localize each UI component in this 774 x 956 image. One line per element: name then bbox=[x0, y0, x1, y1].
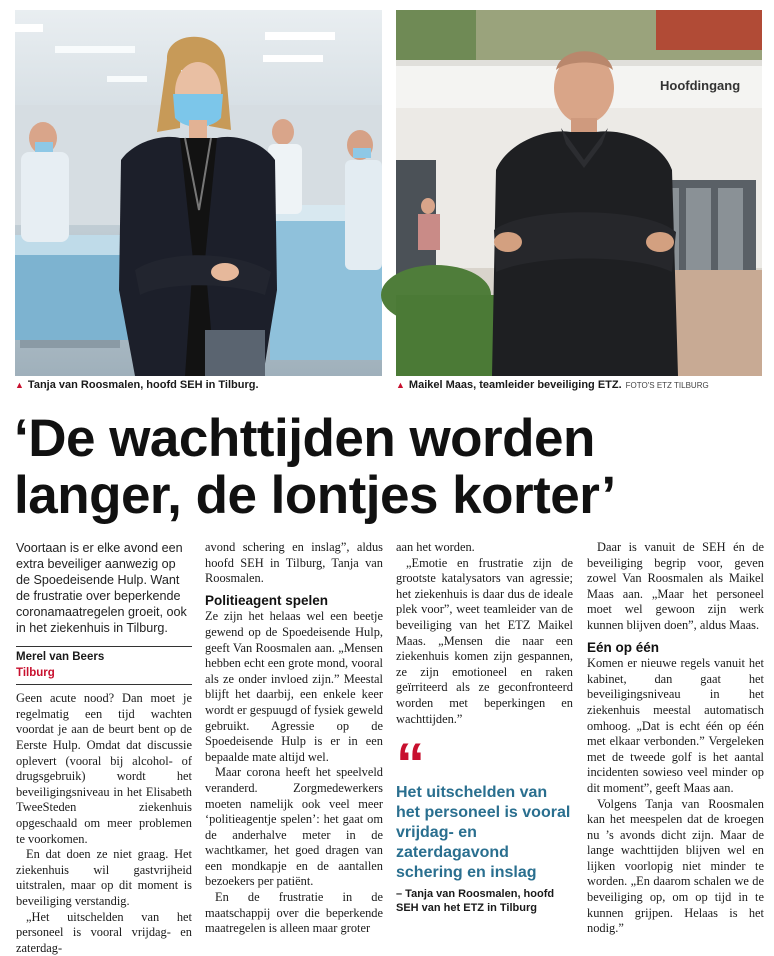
byline bbox=[16, 646, 192, 685]
triangle-icon: ▲ bbox=[15, 380, 24, 390]
paragraph: Komen er nieuwe regels vanuit het kabinet, dan gaat het beveiligingsniveau in het ziekenhuis meestal automatisch omhoog. „Dat is echt één op één met elkaar verbonden.” Vergeleken met de tweede golf is het aantal incidenten sowieso veel minder op dit moment”, geeft Maas aan. bbox=[587, 656, 764, 796]
pull-quote-source: – Tanja van Roosmalen, hoofd SEH van het ETZ in Tilburg bbox=[396, 887, 573, 915]
caption-left bbox=[15, 379, 259, 391]
column-4 bbox=[587, 540, 764, 937]
paragraph: „Emotie en frustratie zijn de grootste katalysators van agressie; het ziekenhuis is daar dus de ideale plek voor”, weet teamleider van de beveiliging van het ETZ Maikel Maas. „Mensen die naar een ziekenhuis komen zijn gespannen, ze zijn emotioneel en raken geïrriteerd als ze geconfronteerd worden met beperkingen en wachttijden.” bbox=[396, 556, 573, 728]
paragraph: Volgens Tanja van Roosmalen kan het meespelen dat de kroegen nu ’s avonds dicht zijn. Maar de lange wachttijden blijven wel en lijken voorlopig niet minder te worden. „En daarom schalen we de beveiliging op, om op tijd in te kunnen grijpen. Helaas is het nodig.” bbox=[587, 797, 764, 937]
headline: ‘De wachttijden worden langer, de lontjes korter’ bbox=[14, 410, 754, 524]
paragraph: En dat doen ze niet graag. Het ziekenhuis wil gastvrijheid uitstralen, maar op dit moment is beveiliging verstandig. bbox=[16, 847, 192, 909]
sign-hoofdingang: Hoofdingang bbox=[660, 78, 740, 93]
triangle-icon: ▲ bbox=[396, 380, 405, 390]
caption-right-text: Maikel Maas, teamleider beveiliging ETZ. bbox=[409, 379, 622, 391]
quote-mark-icon: “ bbox=[396, 745, 573, 779]
pull-quote bbox=[396, 745, 573, 915]
subhead-een-op-een: Eén op één bbox=[587, 640, 764, 656]
paragraph: aan het worden. bbox=[396, 540, 573, 556]
caption-left-text: Tanja van Roosmalen, hoofd SEH in Tilburg. bbox=[28, 379, 259, 391]
photo-left-illustration bbox=[15, 10, 382, 376]
paragraph: Daar is vanuit de SEH én de beveiliging begrip voor, geven zowel Van Roosmalen als Maikel Maas aan. „Maar het personeel moet wel gewoon zijn werk kunnen blijven doen”, aldus Maas. bbox=[587, 540, 764, 634]
caption-right bbox=[396, 379, 709, 391]
paragraph: Ze zijn het helaas wel een beetje gewend op de Spoedeisende Hulp, geeft Van Roosmalen aan. „Mensen hebben echt een grote mond, vooral als ze onder invloed zijn.” Meestal blijft het daarbij, een enkele keer wordt er gespuugd of fysiek geweld gebruikt. Agressie op de Spoedeisende Hulp is er in een bepaalde mate altijd wel. bbox=[205, 609, 383, 765]
byline-author: Merel van Beers bbox=[16, 650, 192, 666]
column-3 bbox=[396, 540, 573, 915]
intro-text: Voortaan is er elke avond een extra beveiliger aanwezig op de Spoedeisende Hulp. Want de frustratie over beperkende coronamaatregelen groeit, ook in het ziekenhuis in Tilburg. bbox=[16, 540, 192, 636]
column-1 bbox=[16, 540, 192, 956]
subhead-politieagent-spelen: Politieagent spelen bbox=[205, 593, 383, 609]
byline-place: Tilburg bbox=[16, 666, 192, 686]
photo-credit: FOTO'S ETZ TILBURG bbox=[626, 381, 709, 390]
column-2 bbox=[205, 540, 383, 937]
pull-quote-text: Het uitschelden van het personeel is vooral vrijdag- en zaterdagavond schering en inslag bbox=[396, 783, 573, 883]
paragraph: Maar corona heeft het speelveld veranderd. Zorgmedewerkers moeten namelijk ook veel meer ‘politieagentje spelen’: het gaat om de anderhalve meter in de wachtkamer, het goed dragen van een mondkapje en de aantallen bezoekers per patiënt. bbox=[205, 765, 383, 890]
photo-maikel-maas bbox=[396, 10, 762, 376]
photo-tanja-van-roosmalen bbox=[15, 10, 382, 376]
paragraph: „Het uitschelden van het personeel is vooral vrijdag- en zaterdag- bbox=[16, 910, 192, 956]
paragraph: Geen acute nood? Dan moet je regelmatig een tijd wachten voordat je aan de beurt bent op de Eerste Hulp. Omdat dat discussie oplevert (vooral bij alcohol- of drugsgebruik) wordt het beveiligingsniveau in het Elisabeth TweeSteden ziekenhuis opgeschaald om meer problemen te voorkomen. bbox=[16, 691, 192, 847]
paragraph: En de frustratie in de maatschappij over die beperkende maatregelen is alleen maar groter bbox=[205, 890, 383, 937]
photo-right-illustration bbox=[396, 10, 762, 376]
paragraph: avond schering en inslag”, aldus hoofd SEH in Tilburg, Tanja van Roosmalen. bbox=[205, 540, 383, 587]
